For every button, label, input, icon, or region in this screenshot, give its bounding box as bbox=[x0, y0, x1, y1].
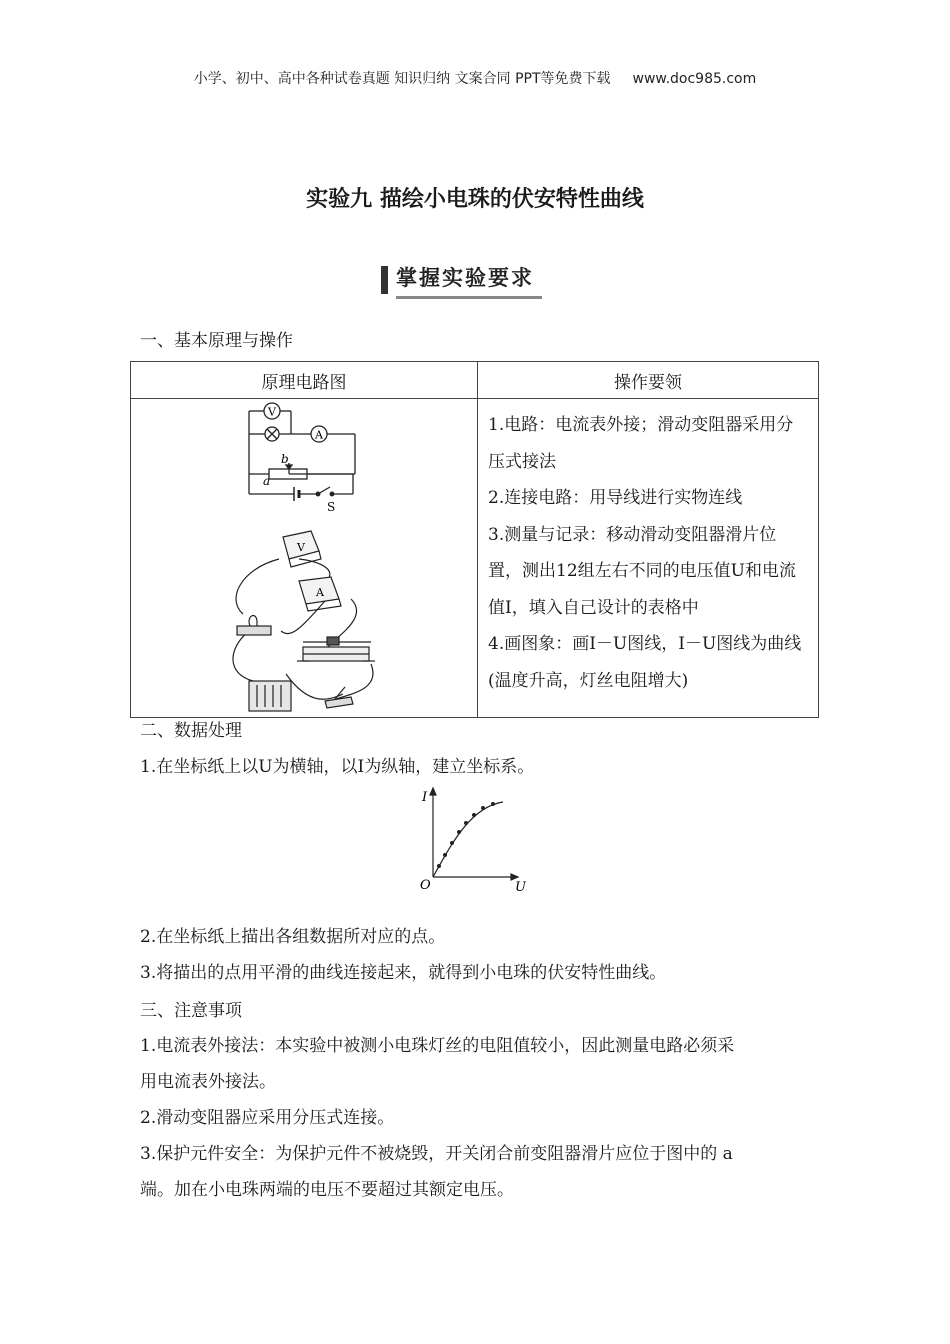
header-url[interactable]: www.doc985.com bbox=[632, 71, 757, 87]
banner-text: 掌握实验要求 bbox=[396, 262, 542, 299]
banner-bar bbox=[381, 266, 388, 294]
iu-x-axis-label: U bbox=[515, 880, 526, 895]
operation-item-1: 1.电路：电流表外接；滑动变阻器采用分压式接法 bbox=[488, 415, 794, 472]
section2-item-1: 1.在坐标纸上以U为横轴，以I为纵轴，建立坐标系。 bbox=[140, 757, 535, 777]
operation-item-2: 2.连接电路：用导线进行实物连线 bbox=[488, 488, 743, 508]
section3-item-2: 2.滑动变阻器应采用分压式连接。 bbox=[140, 1108, 395, 1128]
header-text: 小学、初中、高中各种试卷真题 知识归纳 文案合同 PPT等免费下载 bbox=[193, 71, 611, 87]
section-banner bbox=[381, 264, 542, 296]
section3-item-1-line-1: 1.电流表外接法：本实验中被测小电珠灯丝的电阻值较小，因此测量电路必须采 bbox=[140, 1036, 735, 1056]
operation-item-3: 3.测量与记录：移动滑动变阻器滑片位置，测出12组左右不同的电压值U和电流值I，填入自己设计的表格中 bbox=[488, 524, 796, 618]
section2-heading: 二、数据处理 bbox=[140, 721, 242, 741]
page-header bbox=[0, 68, 950, 88]
section1-heading: 一、基本原理与操作 bbox=[140, 331, 293, 351]
section3-item-3-line-2: 端。加在小电珠两端的电压不要超过其额定电压。 bbox=[140, 1180, 514, 1200]
iu-curve-graph bbox=[415, 785, 535, 895]
section2-item-2: 2.在坐标纸上描出各组数据所对应的点。 bbox=[140, 927, 446, 947]
operation-cell bbox=[478, 399, 819, 718]
circuit-diagram bbox=[131, 399, 475, 717]
ammeter-label: A bbox=[315, 428, 323, 442]
section2-item-3: 3.将描出的点用平滑的曲线连接起来，就得到小电珠的伏安特性曲线。 bbox=[140, 963, 667, 983]
switch-label: S bbox=[327, 500, 336, 514]
section3-item-3-line-1: 3.保护元件安全：为保护元件不被烧毁，开关闭合前变阻器滑片应位于图中的 a bbox=[140, 1144, 733, 1164]
apparatus-illustration bbox=[233, 531, 375, 711]
rheostat-end-a: a bbox=[263, 474, 271, 488]
operation-table bbox=[130, 361, 819, 718]
apparatus-voltmeter-label: V bbox=[297, 541, 305, 554]
page-title: 实验九 描绘小电珠的伏安特性曲线 bbox=[306, 187, 644, 212]
slider-label-b: b bbox=[281, 452, 289, 466]
section3-item-1-line-2: 用电流表外接法。 bbox=[140, 1072, 276, 1092]
table-header-circuit: 原理电路图 bbox=[131, 362, 478, 399]
iu-y-axis-label: I bbox=[422, 790, 428, 805]
voltmeter-label: V bbox=[268, 405, 276, 419]
iu-curve bbox=[433, 802, 503, 877]
iu-origin-label: O bbox=[420, 878, 431, 893]
section3-heading: 三、注意事项 bbox=[140, 1001, 242, 1021]
circuit-cell bbox=[131, 399, 478, 718]
operation-item-4: 4.画图象：画I－U图线，I－U图线为曲线(温度升高，灯丝电阻增大) bbox=[488, 634, 802, 691]
table-header-operation: 操作要领 bbox=[478, 362, 819, 399]
apparatus-ammeter-label: A bbox=[316, 586, 324, 599]
